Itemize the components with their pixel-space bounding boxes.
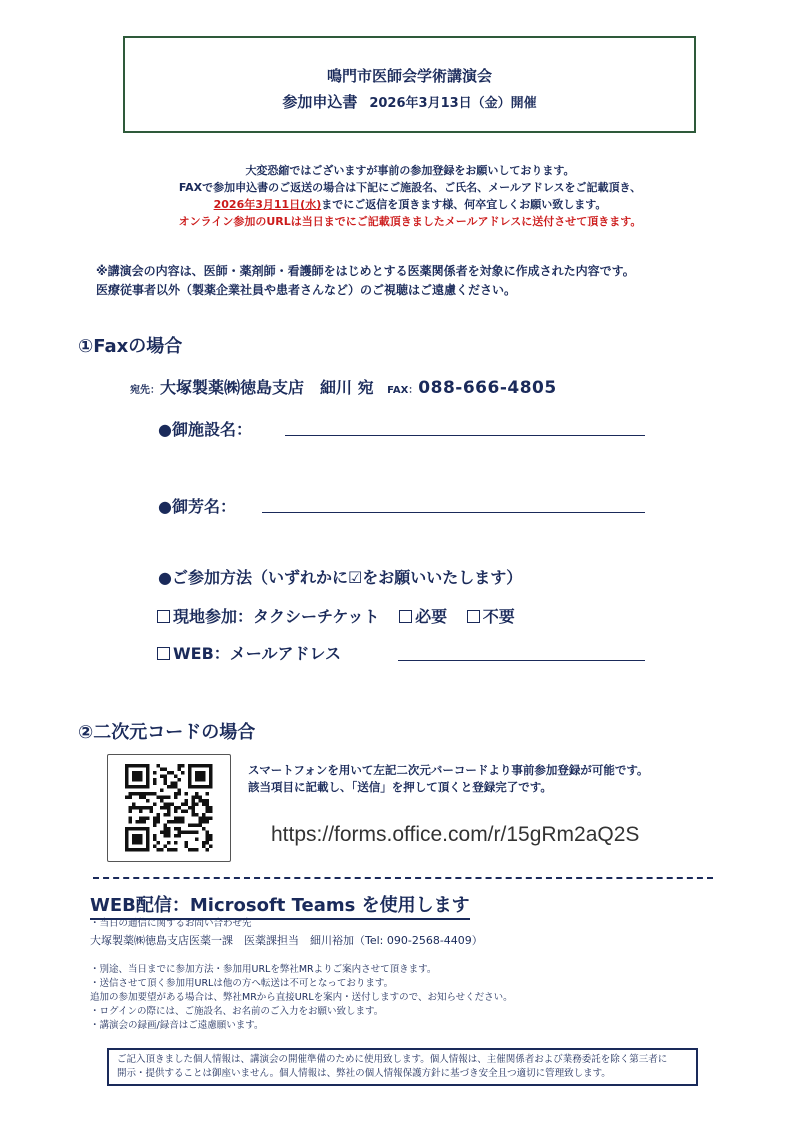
qr-instruction-2: 該当項目に記載し、「送信」を押して頂くと登録完了です。 [248, 780, 552, 794]
contact-title: ・当日の通信に関するお問い合わせ先 [90, 918, 252, 929]
fax-recipient: 大塚製薬㈱徳島支店 細川 宛 [160, 378, 374, 397]
taxi-need-checkbox[interactable] [399, 610, 412, 623]
notice-line-3: 2026年3月11日(水)までにご返信を頂きます様、何卒宜しくお願い致します。 [213, 198, 607, 211]
privacy-line-1: ご記入頂きました個人情報は、講演会の開催準備のために使用致します。個人情報は、主催関係者および業務委託を除く第三者に [117, 1054, 668, 1065]
web-option: WEB：メールアドレス [157, 641, 341, 664]
note-2: ・送信させて頂く参加用URLは他の方へ転送は不可となっております。 [90, 978, 394, 989]
qr-section-heading: ②二次元コードの場合 [78, 722, 256, 743]
privacy-notice [107, 1048, 698, 1086]
name-label: ●御芳名： [158, 497, 236, 516]
document-subtitle [125, 91, 694, 112]
title-box [123, 36, 696, 133]
onsite-checkbox[interactable] [157, 610, 170, 623]
contact-info: 大塚製薬㈱徳島支店医薬一課 医薬課担当 細川裕加（Tel: 090-2568-4409） [90, 934, 483, 947]
note-1: ・別途、当日までに参加方法・参加用URLを弊社MRよりご案内させて頂きます。 [90, 964, 437, 975]
web-distribution-title: WEB配信：Microsoft Teams を使用します [90, 891, 470, 920]
fax-number: 088-666-4805 [418, 378, 557, 398]
notice-line-2: FAXで参加申込書のご返送の場合は下記にご施設名、ご氏名、メールアドレスをご記載頂き、 [178, 181, 642, 194]
onsite-option: 現地参加：タクシーチケット 必要 不要 [157, 604, 515, 627]
caution-line-2: 医療従事者以外（製薬企業社員や患者さんなど）のご視聴はご遠慮ください。 [96, 283, 517, 297]
privacy-line-2: 開示・提供することは御座いません。個人情報は、弊社の個人情報保護方針に基づき安全且つ適切に管理致します。 [117, 1068, 611, 1079]
registration-url[interactable]: https://forms.office.com/r/15gRm2aQ2S [271, 823, 640, 846]
web-checkbox[interactable] [157, 647, 170, 660]
fax-section-heading: ①Faxの場合 [78, 336, 183, 357]
taxi-noneed-checkbox[interactable] [467, 610, 480, 623]
participation-method-label: ●ご参加方法（いずれかに☑をお願いいたします） [158, 568, 523, 587]
caution-line-1: ※講演会の内容は、医師・薬剤師・看護師をはじめとする医薬関係者を対象に作成された内容です。 [96, 264, 635, 278]
qr-code-icon[interactable] [117, 764, 221, 852]
note-5: ・講演会の録画/録音はご遠慮願います。 [90, 1020, 264, 1031]
facility-input-line[interactable] [285, 435, 645, 436]
note-4: ・ログインの際には、ご施設名、お名前のご入力をお願い致します。 [90, 1006, 384, 1017]
qr-code-frame [107, 754, 231, 862]
registration-deadline: 2026年3月11日(水) [213, 198, 322, 211]
notice-line-4: オンライン参加のURLは当日までにご記載頂きましたメールアドレスに送付させて頂きます。 [178, 215, 642, 228]
note-3: 追加の参加要望がある場合は、弊社MRから直接URLを案内・送付しますので、お知らせください。 [90, 992, 513, 1003]
qr-instruction-1: スマートフォンを用いて左記二次元バーコードより事前参加登録が可能です。 [248, 763, 649, 777]
form-name: 参加申込書 [282, 93, 358, 111]
facility-label: ●御施設名： [158, 420, 252, 439]
fax-destination: 宛先：大塚製薬㈱徳島支店 細川 宛 FAX：088-666-4805 [130, 378, 557, 398]
section-divider [93, 877, 713, 879]
document-title: 鳴門市医師会学術講演会 [326, 67, 492, 85]
event-date: 2026年3月13日（金）開催 [369, 96, 537, 111]
notice-line-1: 大変恐縮ではございますが事前の参加登録をお願いしております。 [245, 164, 575, 177]
name-input-line[interactable] [262, 512, 645, 513]
email-input-line[interactable] [398, 660, 645, 661]
